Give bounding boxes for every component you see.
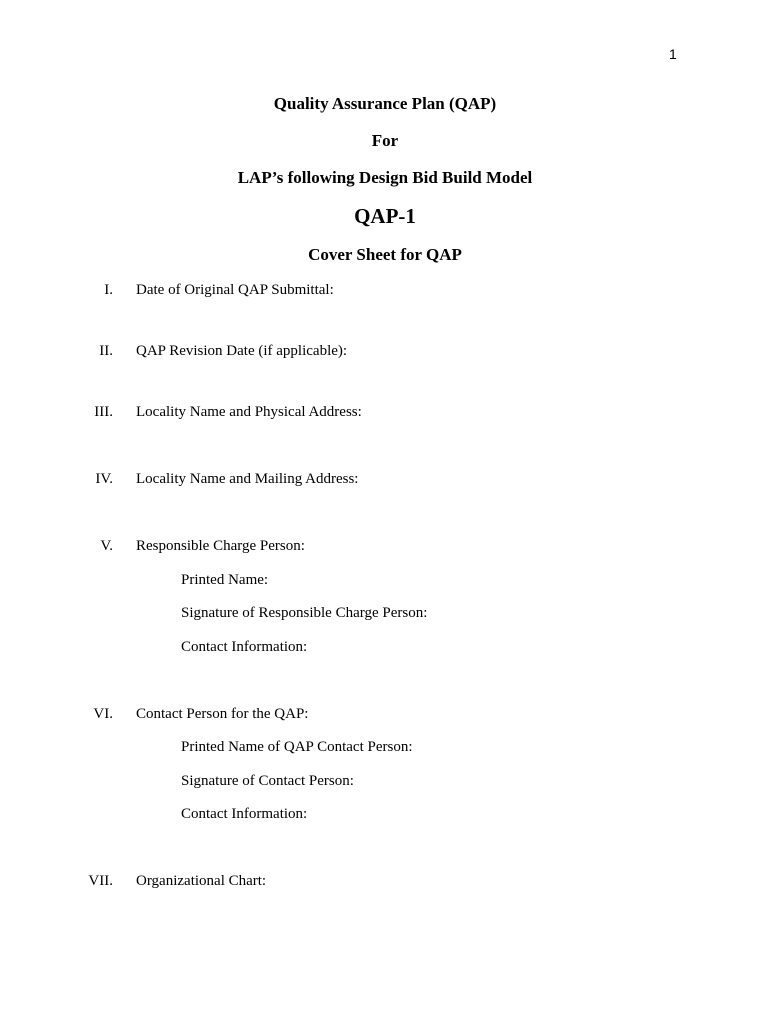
section-label-physical-address: Locality Name and Physical Address: [136,404,362,420]
section-label-responsible-charge-person: Responsible Charge Person: [136,538,305,554]
section-number: IV. [95,471,113,487]
field-label-printed-name: Printed Name: [181,572,269,588]
field-label-signature: Signature of Contact Person: [181,773,354,789]
document-subtitle: LAP’s following Design Bid Build Model [237,168,533,187]
for-line: For [371,131,399,150]
document-title: Quality Assurance Plan (QAP) [273,94,497,113]
section-label-original-submittal-date: Date of Original QAP Submittal: [136,282,334,298]
section-label-qap-contact-person: Contact Person for the QAP: [136,706,309,722]
section-number: VI. [93,706,113,722]
form-id: QAP-1 [354,204,416,228]
field-label-signature: Signature of Responsible Charge Person: [181,605,428,621]
section-number: V. [100,538,113,554]
section-number: I. [104,282,113,298]
field-label-contact-information: Contact Information: [181,806,308,822]
section-label-mailing-address: Locality Name and Mailing Address: [136,471,359,487]
section-number: II. [99,343,113,359]
page-number: 1 [669,46,677,62]
sheet-title: Cover Sheet for QAP [308,245,462,264]
section-number: VII. [88,873,113,889]
section-label-revision-date: QAP Revision Date (if applicable): [136,343,348,359]
section-number: III. [94,404,113,420]
field-label-contact-information: Contact Information: [181,639,308,655]
section-label-organizational-chart: Organizational Chart: [136,873,267,889]
field-label-printed-name: Printed Name of QAP Contact Person: [181,739,413,755]
